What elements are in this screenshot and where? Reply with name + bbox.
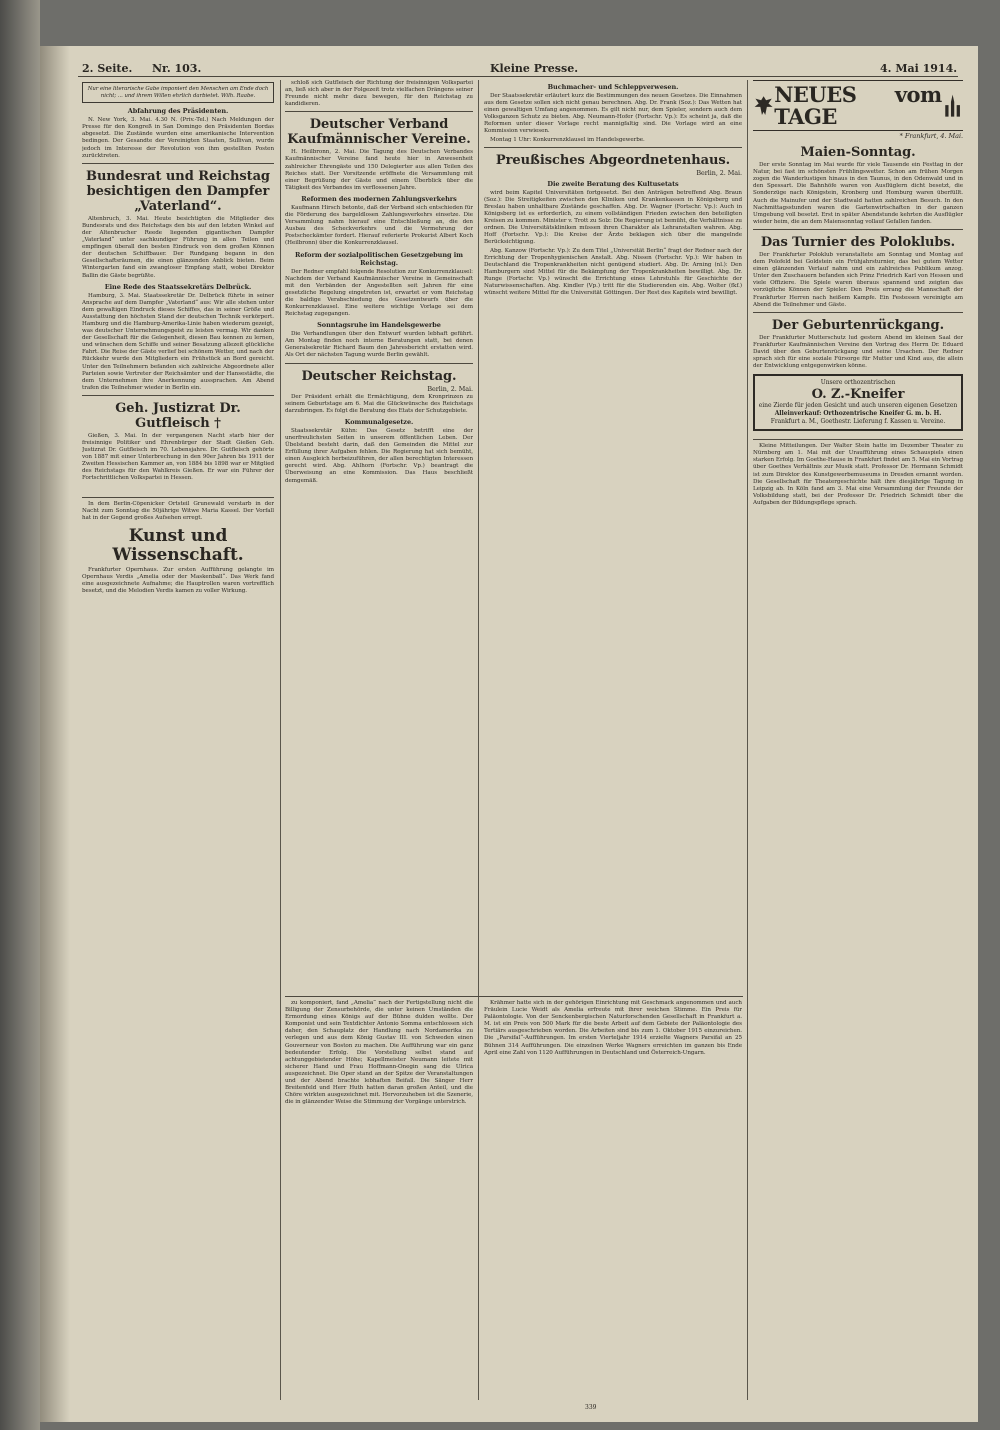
divider bbox=[753, 439, 963, 440]
headline-kunst: Kunst und Wissenschaft. bbox=[112, 525, 244, 565]
eagle-icon bbox=[753, 91, 774, 121]
headline-abgeordnetenhaus: Preußisches Abgeordnetenhaus. bbox=[495, 152, 731, 168]
article-text: Montag 1 Uhr: Konkurrenzklausel im Handelsgewerbe. bbox=[490, 136, 645, 143]
article-text: Der Redner empfahl folgende Resolution zur Konkurrenzklausel: Nachdem der Verband Kaufmännischer Vereine in Gemeinschaft mit den Verbänden der Angestellten seit Jahren für eine gesetzliche Regelung eingetreten ist, erwartet er vom Reichstag die baldige Verabschiedung des Gesetzentwurfs über die Konkurrenzklausel. Eine weitere wichtige Vorlage sei dem Reichstag zugegangen. bbox=[285, 268, 473, 318]
article-text: wird beim Kapitel Universitäten fortgesetzt. Bei den Anträgen betreffend Abg. Braun (Soz.): Die Streitigkeiten zwischen den Kliniken und Krankenkassen in Königsberg und Breslau haben unhaltbare Zustände geschaffen. Abg. Dr. Wagner (Fortschr. Vp.): Auch in Königsberg ist es erforderlich, zu einem vollständigen Frieden zwischen den beteiligten Kreisen zu kommen. Minister v. Trott zu Solz: Die Regierung ist bemüht, die Verhältnisse zu ordnen. Die Universitätskliniken müssen ihren Charakter als Lehranstalten wahren. Abg. Hoff (Fortschr. Vp.): Die Kreise der Ärzte beklagen sich über die mangelnde Berücksichtigung. bbox=[484, 189, 742, 246]
ad-line: Unsere orthozentrischen bbox=[820, 379, 896, 387]
article-title: Abfahrung des Präsidenten. bbox=[127, 107, 229, 116]
dateline: Berlin, 2. Mai. bbox=[696, 168, 742, 177]
divider bbox=[82, 497, 274, 498]
page-label: 2. Seite. bbox=[82, 62, 133, 75]
paper-name: Kleine Presse. bbox=[490, 62, 579, 75]
subheadline: Buchmacher- und Schleppverwesen. bbox=[547, 83, 679, 91]
article-text: Krähmer hatte sich in der gehörigen Einrichtung mit Geschmack angenommen und auch Fräulein Lucie Weidt als Amelia erfreute mit ihrer weichen Stimme. Ein Preis für Paläontologie. Von der Senckenbergischen Naturforschenden Gesellschaft in Frankfurt a. M. ist ein Preis von 500 Mark für die beste Arbeit auf dem Gebiete der Paläontologie des Tertiärs ausgeschrieben worden. Die Arbeiten sind bis zum 1. Oktober 1915 einzureichen. Die „Parsifal“-Aufführungen. Im ersten Vierteljahr 1914 erzielte Wagners Parsifal an 25 Bühnen 314 Aufführungen. Die einzelnen Werke Wagners erreichten im ganzen bis Ende April eine Zahl von 1120 Aufführungen in Deutschland und Österreich-Ungarn. bbox=[484, 1000, 742, 1056]
headline-reichstag: Deutscher Reichstag. bbox=[301, 368, 457, 384]
column-rule bbox=[280, 80, 281, 1400]
headline-gutfleisch: Geh. Justizrat Dr. Gutfleisch † bbox=[115, 400, 241, 431]
article-text: Abg. Kanzow (Fortschr. Vp.): Zu dem Titel „Universität Berlin“ fragt der Redner nach der Errichtung der Tropenhygienischen Anstalt. Abg. Nissen (Fortschr. Vp.): Wir haben in Deutschland die Tropenkrankheiten nicht genügend studiert. Abg. Dr. Arning (nl.): Den Hamburgern sind Mittel für die Bekämpfung der Tropenkrankheiten bewilligt. Abg. Dr. Runge (Fortschr. Vp.) wünscht die Errichtung eines Lehrstuhls für Geschichte der Naturwissenschaften. Abg. Kindler (Vp.) tritt für die Studierenden ein. Abg. Wolter (fkf.) wünscht weitere Mittel für die Universität Göttingen. Der Rest des Kapitels wird bewilligt. bbox=[484, 247, 742, 297]
article-text: Frankfurter Opernhaus. Zur ersten Aufführung gelangte im Opernhaus Verdis „Amelia oder der Maskenball“. Das Werk fand eine ausgezeichnete Aufnahme; die Hauptrollen waren vortrefflich besetzt, und die Melodien Verdis kamen zu voller Wirkung. bbox=[82, 566, 274, 595]
divider bbox=[285, 363, 473, 364]
article-text: Altenbruch, 3. Mai. Heute besichtigten die Mitglieder des Bundesrats und des Reichstags den bis auf den letzten Winkel auf der Altenbrucher Reede liegenden gigantischen Dampfer „Vaterland“ unter sachkundiger Führung in allen Teilen und empfingen überall den besten Eindruck von dem großen Können der deutschen Schiffbauer. Der Rundgang begann in den Gesellschaftsräumen, die einen glänzenden Anblick bieten. Beim Wintergarten fand ein zwangloser Empfang statt, wobei Direktor Ballin die Gäste begrüßte. bbox=[82, 215, 274, 279]
ad-line: Alleinverkauf: Orthozentrische Kneifer G. m. b. H. bbox=[774, 410, 942, 418]
headline-geburtenrueckgang: Der Geburtenrückgang. bbox=[771, 317, 945, 333]
headline-dampfer: Bundesrat und Reichstag besichtigen den Dampfer „Vaterland“. bbox=[86, 168, 270, 214]
cathedral-icon bbox=[942, 91, 963, 121]
dateline: Berlin, 2. Mai. bbox=[427, 384, 473, 393]
neues-vom-tage-masthead bbox=[753, 80, 963, 131]
article-text: Kaufmann Hirsch betonte, daß der Verband sich entschieden für die Förderung des bargeldlosen Zahlungsverkehrs einsetze. Die Versammlung nahm hierauf eine Entschließung an, die den Ausbau des Scheckverkehrs und die Vermehrung der Postscheckämter fordert. Hierauf referierte Prokurist Albert Koch (Heilbronn) über die Konkurrenzklausel. bbox=[285, 204, 473, 247]
subheadline: Eine Rede des Staatssekretärs Delbrück. bbox=[104, 282, 252, 291]
masthead-date: * Frankfurt, 4. Mai. bbox=[899, 132, 963, 140]
issue-number: Nr. 103. bbox=[152, 62, 202, 75]
article-text: Der Präsident erhält die Ermächtigung, dem Kronprinzen zu seinem Geburtstage am 6. Mai die Glückwünsche des Reichstags darzubringen. Es folgt die Beratung des Etats der Schutzgebiete. bbox=[285, 393, 473, 414]
article-text: Der Frankfurter Mutterschutz lud gestern Abend im kleinen Saal der Frankfurter Kaufmännischen Vereine den Vortrag des Herrn Dr. Eduard David über den Geburtenrückgang und seine Ursachen. Der Redner sprach sich für eine soziale Fürsorge für Mutter und Kind aus, die allein der Entwicklung entgegenwirken könne. bbox=[753, 334, 963, 370]
ad-brand: O. Z.-Kneifer bbox=[811, 387, 905, 403]
subheadline: Sonntagsruhe im Handelsgewerbe bbox=[317, 321, 441, 330]
kneifer-advertisement bbox=[753, 374, 963, 431]
article-text: schloß sich Gutfleisch der Richtung der freisinnigen Volkspartei an, ließ sich aber in der Folgezeit trotz vielfachen Drängens seiner Freunde nicht mehr dazu bewegen, für den Reichstag zu kandidieren. bbox=[285, 80, 473, 108]
article-text: Gießen, 3. Mai. In der vergangenen Nacht starb hier der freisinnige Politiker und Ehrenbürger der Stadt Gießen Geh. Justizrat Dr. Gutfleisch im 70. Lebensjahre. Dr. Gutfleisch gehörte von 1887 mit einer Unterbrechung in den 90er Jahren bis 1911 der Zweiten Hessischen Kammer an, von 1884 bis 1898 war er Mitglied des Reichstags für den Wahlkreis Gießen. Er war ein Führer der Fortschrittlichen Volkspartei in Hessen. bbox=[82, 432, 274, 482]
column-2 bbox=[285, 80, 473, 990]
divider bbox=[82, 395, 274, 396]
article-text: Hamburg, 3. Mai. Staatssekretär Dr. Delbrück führte in seiner Ansprache auf dem Dampfer „Vaterland“ aus: Wir alle stehen unter dem gewaltigen Eindruck dieses Schiffes, das in seiner Größe und Ausstattung den höchsten Stand der deutschen Technik verkörpert. Hamburg und die Hamburg-Amerika-Linie haben wiederum gezeigt, was deutscher Unternehmungsgeist zu leisten vermag. Wir danken der Gesellschaft für die Gelegenheit, diesen Bau kennen zu lernen, und wünschen dem Schiffe und seiner Besatzung allezeit glückliche Fahrt. Die Reise der Gäste verlief bei schönem Wetter, und nach der Rückkehr wurde den Mitgliedern ein Frühstück an Bord gereicht. Unter den Teilnehmern befanden sich zahlreiche Abgeordnete aller Parteien sowie Vertreter der Reichsämter und der Hansestädte, die dem Unternehmen ihre Anerkennung aussprachen. Am Abend trafen die Teilnehmer wieder in Berlin ein. bbox=[82, 292, 274, 391]
column-rule bbox=[478, 80, 479, 1400]
ad-line: eine Zierde für jeden Gesicht und auch unseren eigenen Gesetzen bbox=[758, 402, 958, 410]
article-text: H. Heilbronn, 2. Mai. Die Tagung des Deutschen Verbandes Kaufmännischer Vereine fand heute hier in Anwesenheit zahlreicher Ehrengäste und 150 Delegierter aus allen Teilen des Reiches statt. Der Vorsitzende eröffnete die Versammlung mit einer Begrüßung der Gäste und einem Überblick über die Tätigkeit des Verbandes im verflossenen Jahre. bbox=[285, 149, 473, 191]
column-4 bbox=[753, 80, 963, 1400]
divider bbox=[82, 163, 274, 164]
column-3 bbox=[484, 80, 742, 990]
article-text: zu komponiert, fand „Amelia“ nach der Fertigstellung nicht die Billigung der Zensurbehörde, die unter keinen Umständen die Ermordung eines Königs auf der Bühne dulden wollte. Der Komponist und sein Textdichter Antonio Somma entschlossen sich daher, den Schauplatz der Handlung nach Nordamerika zu verlegen und aus dem König Gustav III. von Schweden einen Gouverneur von Boston zu machen. Die Aufführung war ein ganz bedeutender Erfolg. Die Vorstellung selbst stand auf achtunggebietender Höhe; Kapellmeister Neumann leitete mit sicherer Hand und Frau Hoffmann-Onegin sang die Ulrica ausgezeichnet. Die Oper stand an der Spitze der Veranstaltungen und der Abend brachte lebhaften Beifall. Die Sänger Herr Breitenfeld und Herr Huth hatten daran großen Anteil, und die Chöre wirkten ausgezeichnet mit. Hervorzuheben ist die Szenerie, die in glänzender Weise die Stimmung der Vorgänge unterstrich. bbox=[285, 1000, 473, 1106]
scan-border bbox=[0, 0, 40, 1430]
issue-date: 4. Mai 1914. bbox=[880, 62, 958, 75]
masthead-title: NEUES vom TAGE bbox=[774, 82, 942, 129]
subheadline: Reform der sozialpolitischen Gesetzgebung im Reichstag. bbox=[294, 250, 463, 267]
article-text: Der Frankfurter Poloklub veranstaltete am Sonntag und Montag auf dem Polofeld bei Goldstein ein Frühjahrsturnier, das bei gutem Wetter einen glänzenden Verlauf nahm und ein zahlreiches Publikum anzog. Unter den Zuschauern befanden sich Prinz Friedrich Karl von Hessen und viele Offiziere. Die Spiele waren überaus spannend und zeigten das vorzügliche Können der Spieler. Den Preis errang die Mannschaft der Frankfurter Herren nach heißem Kampfe. Ein Festessen vereinigte am Abend die Teilnehmer und Gäste. bbox=[753, 251, 963, 308]
column-rule bbox=[747, 80, 748, 1400]
subheadline: Reformen des modernen Zahlungsverkehrs bbox=[301, 194, 457, 203]
article-text: Der erste Sonntag im Mai wurde für viele Tausende ein Festtag in der Natur, bei fast im schönsten Frühlingswetter. Schon am frühen Morgen zogen die Wanderlustigen hinaus in den Taunus, in den Odenwald und in den Spessart. Die Bahnhöfe waren von Ausflüglern dicht besetzt, die Sonderzüge nach Königstein, Kronberg und Homburg waren überfüllt. Auch die Mainufer und der Stadtwald hatten zahlreichen Besuch. In den Nachmittagsstunden waren die Gartenwirtschaften in der ganzen Umgebung voll besetzt. Erst in später Abendstunde kehrten die Ausflügler wieder heim, die an dem Maiensonntag vollauf Gefallen fanden. bbox=[753, 162, 963, 225]
article-text: Kleine Mitteilungen. Der Walter Stein hatte im Dezember Theater zu Nürnberg am 1. Mai mit der Uraufführung eines Schauspiels einen starken Erfolg. Im Goethe-Hause in Frankfurt findet am 5. Mai ein Vortrag über Goethes Verhältnis zur Musik statt. Professor Dr. Hermann Schmidt ist zum Direktor des Kunstgewerbemuseums in Dresden ernannt worden. Die Gesellschaft für Theatergeschichte hält ihre diesjährige Tagung in Leipzig ab. In Köln fand am 3. Mai eine Versammlung der Freunde der Volksbildung statt, bei der Professor Dr. Friedrich Schmidt über die Aufgaben der Bildungspflege sprach. bbox=[753, 443, 963, 506]
subheadline: Die zweite Beratung des Kultusetats bbox=[547, 179, 679, 188]
column-3-lower bbox=[484, 1000, 742, 1400]
article-text: Die Verhandlungen über den Entwurf wurden lebhaft geführt. Am Montag finden noch interne Beratungen statt, bei denen Generalsekretär Richard Baum den Jahresbericht erstatten wird. Als Ort der nächsten Tagung wurde Berlin gewählt. bbox=[285, 331, 473, 359]
headline-verband: Deutscher Verband Kaufmännischer Vereine. bbox=[287, 117, 471, 148]
column-1 bbox=[82, 80, 274, 1400]
header-rule bbox=[78, 76, 958, 77]
article-text: N. New York, 3. Mai. 4.30 N. (Priv.-Tel.) Nach Meldungen der Presse für den Kongreß in San Domingo den Präsidenten Bordas abgesetzt. Die Zustände wurden eine amerikanische Intervention bedingen. Der Gesandte der Vereinigten Staaten, Sullivan, wurde jedoch im Interesse der Revolution von ihm gestellten Posten zurücktreten. bbox=[82, 117, 274, 159]
quote-box: Nur eine literarische Gabe imponiert den Menschen am Ende doch nicht; ... und ihrem Willen ehrlich darbietet. Wilh. Raabe. bbox=[82, 82, 274, 103]
divider bbox=[753, 229, 963, 230]
divider bbox=[285, 996, 743, 997]
divider bbox=[285, 111, 473, 112]
subheadline: Kommunalgesetze. bbox=[344, 417, 414, 426]
article-text: Staatssekretär Kühn: Das Gesetz betrifft eine der unerfreulichsten Seiten in unserem öffentlichen Leben. Der Übelstand besteht darin, daß den Gemeinden die Mittel zur Erfüllung ihrer Aufgaben fehlen. Die Regierung hat sich bemüht, einen Ausgleich herbeizuführen, der allen berechtigten Interessen gerecht wird. Abg. Ahlhorn (Fortschr. Vp.) beantragt die Überweisung an eine Kommission. Das Haus beschließt demgemäß. bbox=[285, 427, 473, 484]
page-number: 339 bbox=[585, 1404, 597, 1411]
column-2-lower bbox=[285, 1000, 473, 1400]
headline-polo: Das Turnier des Poloklubs. bbox=[760, 234, 956, 250]
page-fold-shadow bbox=[40, 46, 70, 1422]
headline-maien-sonntag: Maien-Sonntag. bbox=[800, 145, 916, 161]
ad-address: Frankfurt a. M., Goethestr. Lieferung f. Kassen u. Vereine. bbox=[770, 418, 946, 426]
article-text: In dem Berlin-Cöpenicker Ortsteil Grunewald verstarb in der Nacht zum Sonntag die 50jährige Witwe Maria Kassel. Der Vorfall hat in der Gegend großes Aufsehen erregt. bbox=[82, 500, 274, 521]
article-text: Der Staatssekretär erläutert kurz die Bestimmungen des neuen Gesetzes. Die Einnahmen aus dem Gesetze sollen sich nicht genau berechnen. Abg. Dr. Frank (Soz.): Das Wetten hat einen gewaltigen Umfang angenommen. Es gilt nicht nur, dem Spieler, sondern auch dem Volksganzen Schutz zu bieten. Abg. Neumann-Hofer (Fortschr. Vp.): Es scheint ja, daß die Reformen unter dieser Vorlage recht mannigfaltig sind. Die Vorlage wird an eine Kommission verwiesen. bbox=[484, 93, 742, 135]
divider bbox=[753, 312, 963, 313]
divider bbox=[484, 147, 742, 148]
